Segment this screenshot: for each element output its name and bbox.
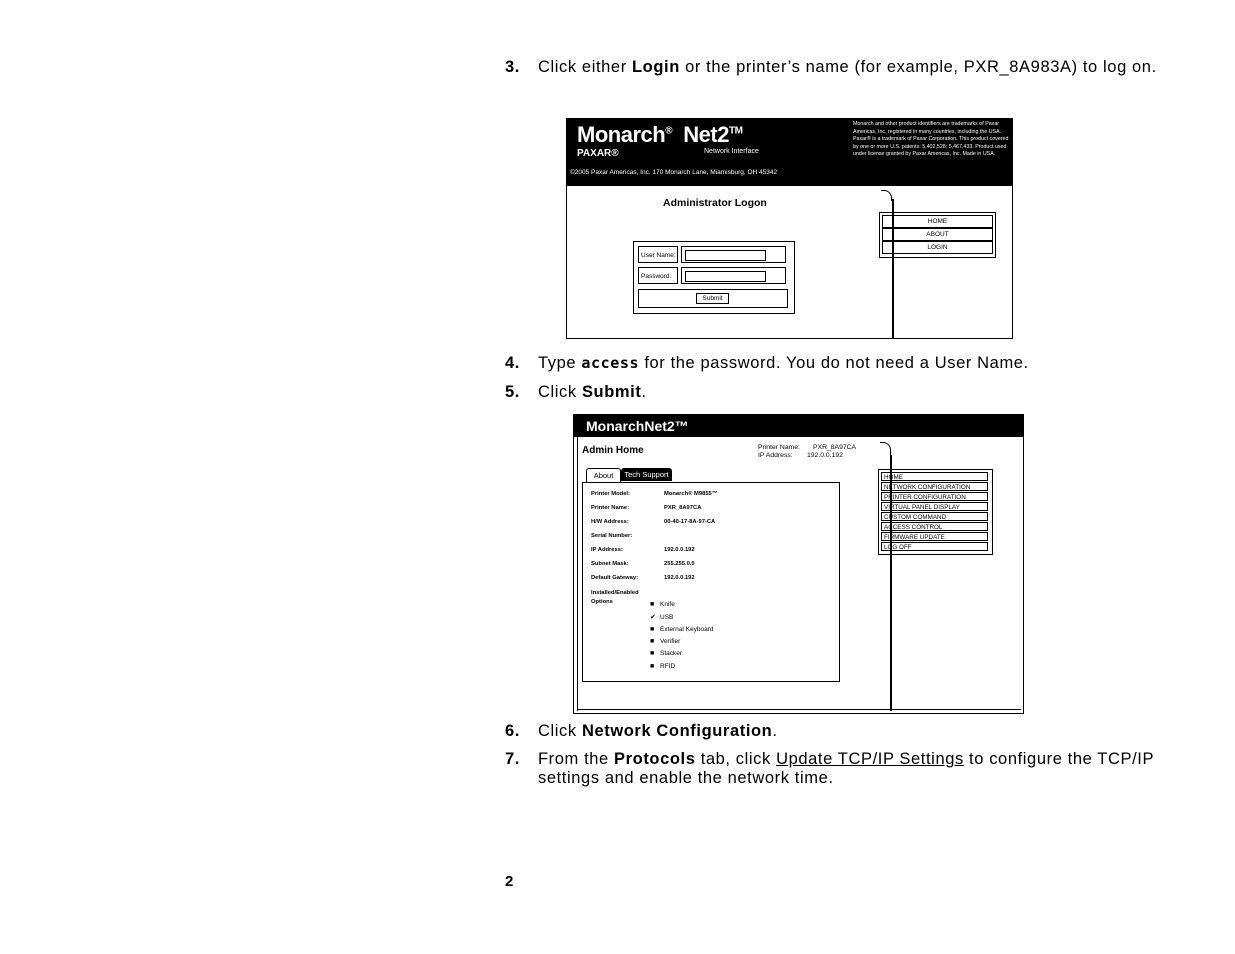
step-text: Type access for the password. You do not need a User Name. [538,354,1029,372]
option-item: ■ Verifier [650,638,681,645]
nav-about[interactable]: ABOUT [882,228,993,241]
field-value: PXR_8A97CA [664,505,702,511]
legal-notice: Monarch and other product identifiers are trademarks of Paxar Americas, Inc. registered in many countries, including the USA. Paxar® is a trademark of Paxar Corporation. This product covered by one or more U.S. patents: 5,402,528; 5,467,433. Product used under license granted by Paxar Americas, Inc. Made in USA. [853,121,1009,158]
page-title: Administrator Logon [663,197,767,209]
field-label: Serial Number: [591,533,633,539]
login-screenshot [566,118,1013,339]
step-text: Click Submit. [538,383,647,401]
admin-home-screenshot [573,414,1024,714]
field-label: Subnet Mask: [591,561,629,567]
monarch-net2-logo: Monarch® Net2™ [577,122,743,147]
nav-custom-command[interactable]: CUSTOM COMMAND [881,512,988,521]
nav-firmware-update[interactable]: FIRMWARE UPDATE [881,532,988,541]
nav-login[interactable]: LOGIN [882,241,993,254]
password-row [638,267,789,286]
step-text: Click Network Configuration. [538,722,778,740]
option-item: ■ Stacker [650,650,683,657]
field-label: Printer Model: [591,491,630,497]
options-label: Installed/Enabled [591,590,639,596]
step-text: Click either Login or the printer’s name (for example, PXR_8A983A) to log on. [538,58,1157,76]
nav-access-control[interactable]: ACCESS CONTROL [881,522,988,531]
step-number: 5. [505,383,520,401]
login-form [633,241,795,314]
frame-edge [577,709,1021,710]
field-value: 255.255.0.0 [664,561,695,567]
about-panel [582,482,840,682]
tab-about[interactable]: About [586,468,621,483]
network-interface-label: Network Interface [704,148,759,155]
page-title: Admin Home [582,445,644,456]
step-number: 7. [505,750,520,768]
field-label: Printer Name: [591,505,630,511]
printer-info: Printer Name: PXR_8A97CA IP Address: 192.0.0.192 [758,444,857,459]
field-label: Default Gateway: [591,575,639,581]
copyright: ©2005 Paxar Americas, Inc. 170 Monarch Lane, Miamisburg, OH 45342 [570,169,778,176]
header-banner: MonarchNet2™ [574,415,1023,437]
field-value: Monarch® M9855™ [664,491,718,497]
paxar-logo: PAXAR® [577,148,619,159]
divider-hook [881,190,892,201]
step-number: 4. [505,354,520,372]
page-number: 2 [505,873,514,890]
field-value: 192.0.0.192 [664,547,695,553]
nav-home[interactable]: HOME [881,472,988,481]
submit-button[interactable]: Submit [696,293,729,304]
option-item: ■ Knife [650,601,675,608]
option-item: ■ RFID [650,663,676,670]
header-banner [567,119,1012,186]
step-text: From the Protocols tab, click Update TCP/IP Settings to configure the TCP/IP settings and enable the network time. [538,750,1154,787]
field-value: 00-40-17-8A-97-CA [664,519,716,525]
password-label: Password: [638,267,678,284]
nav-menu [879,212,996,258]
step-number: 6. [505,722,520,740]
nav-virtual-panel-display[interactable]: VIRTUAL PANEL DISPLAY [881,502,988,511]
nav-log-off[interactable]: LOG OFF [881,542,988,551]
option-item: ✔ USB [650,614,674,621]
options-label: Options [591,599,613,605]
user-name-row [638,246,789,265]
nav-printer-configuration[interactable]: PRINTER CONFIGURATION [881,492,988,501]
nav-menu [878,469,993,555]
option-item: ■ External Keyboard [650,626,714,633]
nav-network-configuration[interactable]: NETWORK CONFIGURATION [881,482,988,491]
field-label: H/W Address: [591,519,629,525]
divider-hook [880,442,891,456]
field-value: 192.0.0.192 [664,575,695,581]
frame-edge [577,437,581,711]
nav-home[interactable]: HOME [882,215,993,228]
tab-tech-support[interactable]: Tech Support [621,468,672,481]
password-input[interactable] [685,271,766,282]
step-number: 3. [505,58,520,76]
user-name-input[interactable] [685,250,766,261]
field-label: IP Address: [591,547,623,553]
submit-row [638,289,788,308]
update-tcpip-link[interactable]: Update TCP/IP Settings [776,750,964,768]
user-name-label: User Name: [638,246,678,263]
